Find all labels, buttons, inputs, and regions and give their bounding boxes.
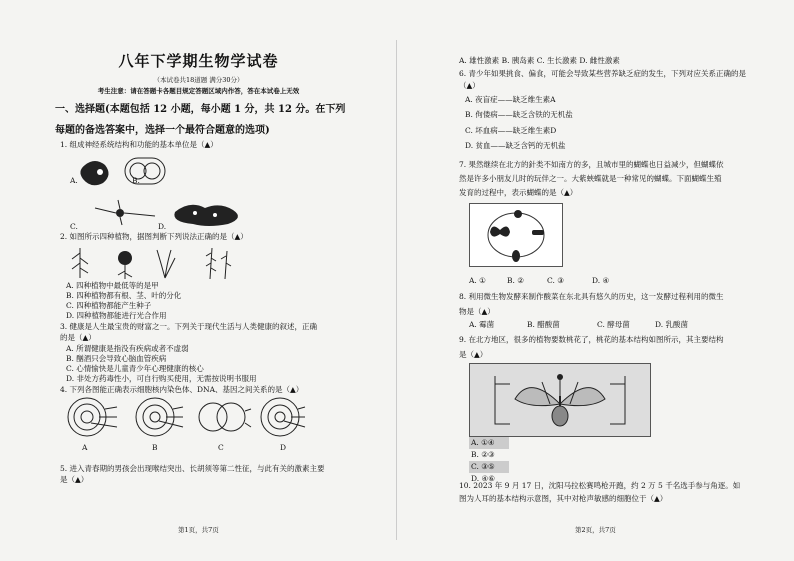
q8-option-c: C. 酵母菌 [597, 320, 630, 329]
q7-option-c: C. ③ [547, 276, 564, 285]
q1-figure-a [80, 161, 108, 185]
q3-option-c: C. 心情愉快是儿童青少年心理健康的核心 [66, 364, 204, 373]
q1-figure-b [125, 158, 165, 184]
q8-stem-line2: 物是（▲） [459, 307, 495, 316]
q4-circle-diagrams [65, 397, 325, 439]
q3-option-b: B. 酗酒只会导致心脑血管疾病 [66, 354, 167, 363]
q3-option-a: A. 所谓健康是指没有疾病或者不虚弱 [66, 344, 189, 353]
plant-4 [206, 248, 231, 279]
q5-options: A. 雄性激素 B. 胰岛素 C. 生长激素 D. 雌性激素 [459, 56, 620, 65]
section1-heading-line1: 一、选择题(本题包括 12 小题，每小题 1 分，共 12 分。在下列 [55, 104, 346, 115]
q6-option-d: D. 贫血——缺乏含钙的无机盐 [465, 141, 566, 150]
plant-2 [118, 251, 132, 279]
q1-label-c: C. [70, 222, 78, 231]
right-page [397, 0, 794, 561]
q1-figures [60, 150, 360, 240]
q7-stem-line1: 7. 果然继续在北方的針类不如南方的多，且城市里的蝴蝶也日益减少，但蝴蝶依 [459, 160, 724, 169]
q9-option-a: A. ①④ [471, 438, 495, 447]
q3-option-d: D. 非处方药毒性小，可自行购买使用，无需按说明书服用 [66, 374, 257, 383]
plant-3 [157, 250, 175, 278]
butterfly-icon [490, 226, 510, 236]
q9-option-b: B. ②③ [471, 450, 495, 459]
larva-icon [532, 230, 544, 235]
exam-info: （本试卷共18道题 满分30分） [153, 76, 244, 84]
q7-stem-line3: 发育的过程中，表示蝴蝶的是（▲） [459, 188, 578, 197]
q8-stem-line1: 8. 利用微生物发酵来制作酸菜在东北具有悠久的历史，这一发酵过程利用的微生 [459, 292, 724, 301]
q1-label-d: D. [158, 222, 167, 231]
q7-stem-line2: 然是许多小朋友儿时的玩伴之一。大紫蛱蝶就是一种常见的蝴蝶。下面蝴蝶生殖 [459, 174, 722, 183]
q8-option-a: A. 霉菌 [469, 320, 495, 329]
q4-label-a: A [82, 443, 88, 452]
q10-stem-line2: 图为人耳的基本结构示意图，其中对枪声敏感的细胞位于（▲） [459, 494, 668, 503]
q1-label-a: A. [70, 176, 78, 185]
q2-option-d: D. 四种植物都能进行光合作用 [66, 311, 167, 320]
q1-figure-d [174, 205, 238, 226]
page-footer-left: 第1页，共7页 [178, 526, 219, 534]
q6-option-c: C. 坏血病——缺乏维生素D [465, 126, 557, 135]
q6-stem-line2: （▲） [459, 81, 480, 90]
q9-option-c: C. ③⑤ [471, 462, 495, 471]
egg-icon [514, 210, 522, 218]
q9-stem-line2: 是（▲） [459, 350, 488, 359]
exam-notice: 考生注意：请在答题卡各题目规定答题区域内作答，答在本试卷上无效 [97, 87, 300, 95]
section1-heading-line2: 每题的备选答案中，选择一个最符合题意的选项) [55, 125, 270, 136]
q6-option-a: A. 夜盲症——缺乏维生素A [465, 95, 556, 104]
q8-option-d: D. 乳酸菌 [655, 320, 689, 329]
pupa-icon [512, 250, 520, 262]
q4-diagram-d [261, 398, 305, 436]
q5-stem-line1: 5. 进入青春期的男孩会出现喉结突出、长胡须等第二性征，与此有关的激素主要 [60, 464, 325, 473]
q2-option-b: B. 四种植物都有根、茎、叶的分化 [66, 291, 182, 300]
q7-option-a: A. ① [469, 276, 486, 285]
q7-option-b: B. ② [507, 276, 525, 285]
q5-stem-line2: 是（▲） [60, 475, 89, 484]
q3-stem-line2: 的是（▲） [60, 333, 96, 342]
q2-plant-figures [65, 243, 265, 283]
q9-option-d: D. ④⑥ [471, 474, 495, 483]
q2-stem: 2. 如图所示四种植物，据图判断下列说法正确的是（▲） [60, 232, 248, 241]
page-footer-right: 第2页，共7页 [575, 526, 616, 534]
plant-1 [72, 248, 88, 278]
q4-stem: 4. 下列各图能正确表示细胞核内染色体、DNA、基因之间关系的是（▲） [60, 385, 304, 394]
q4-diagram-b [136, 398, 183, 436]
q6-stem-line1: 6. 青少年如果挑食、偏食，可能会导致某些营养缺乏症的发生，下列对应关系正确的是 [459, 69, 747, 78]
q1-label-b: B. [132, 176, 140, 185]
q4-label-d: D [280, 443, 287, 452]
q8-option-b: B. 醋酸菌 [527, 320, 560, 329]
q6-option-b: B. 佝偻病——缺乏含铁的无机盐 [465, 110, 573, 119]
q10-stem-line1: 10. 2023 年 9 月 17 日，沈阳马拉松赛鸣枪开跑，约 2 万 5 千名选手参与角逐。如 [459, 481, 741, 490]
q2-option-c: C. 四种植物都能产生种子 [66, 301, 152, 310]
q7-option-d: D. ④ [592, 276, 610, 285]
q7-lifecycle-figure [469, 203, 563, 267]
q1-stem: 1. 组成神经系统结构和功能的基本单位是（▲） [60, 140, 218, 149]
exam-title: 八年下学期生物学试卷 [118, 52, 279, 70]
q2-option-a: A. 四种植物中最低等的是甲 [66, 281, 159, 290]
q3-stem-line1: 3. 健康是人生最宝贵的财富之一。下列关于现代生活与人类健康的叙述，正确 [60, 322, 318, 331]
q4-diagram-a [68, 398, 117, 436]
q9-flower-figure [469, 363, 651, 437]
q1-figure-c [95, 200, 155, 225]
q4-diagram-c [199, 403, 251, 431]
q9-stem-line1: 9. 在北方地区，很多的植物要数桃花了，桃花的基本结构如图所示，其主要结构 [459, 335, 724, 344]
q4-label-c: C [218, 443, 224, 452]
q4-label-b: B [152, 443, 158, 452]
